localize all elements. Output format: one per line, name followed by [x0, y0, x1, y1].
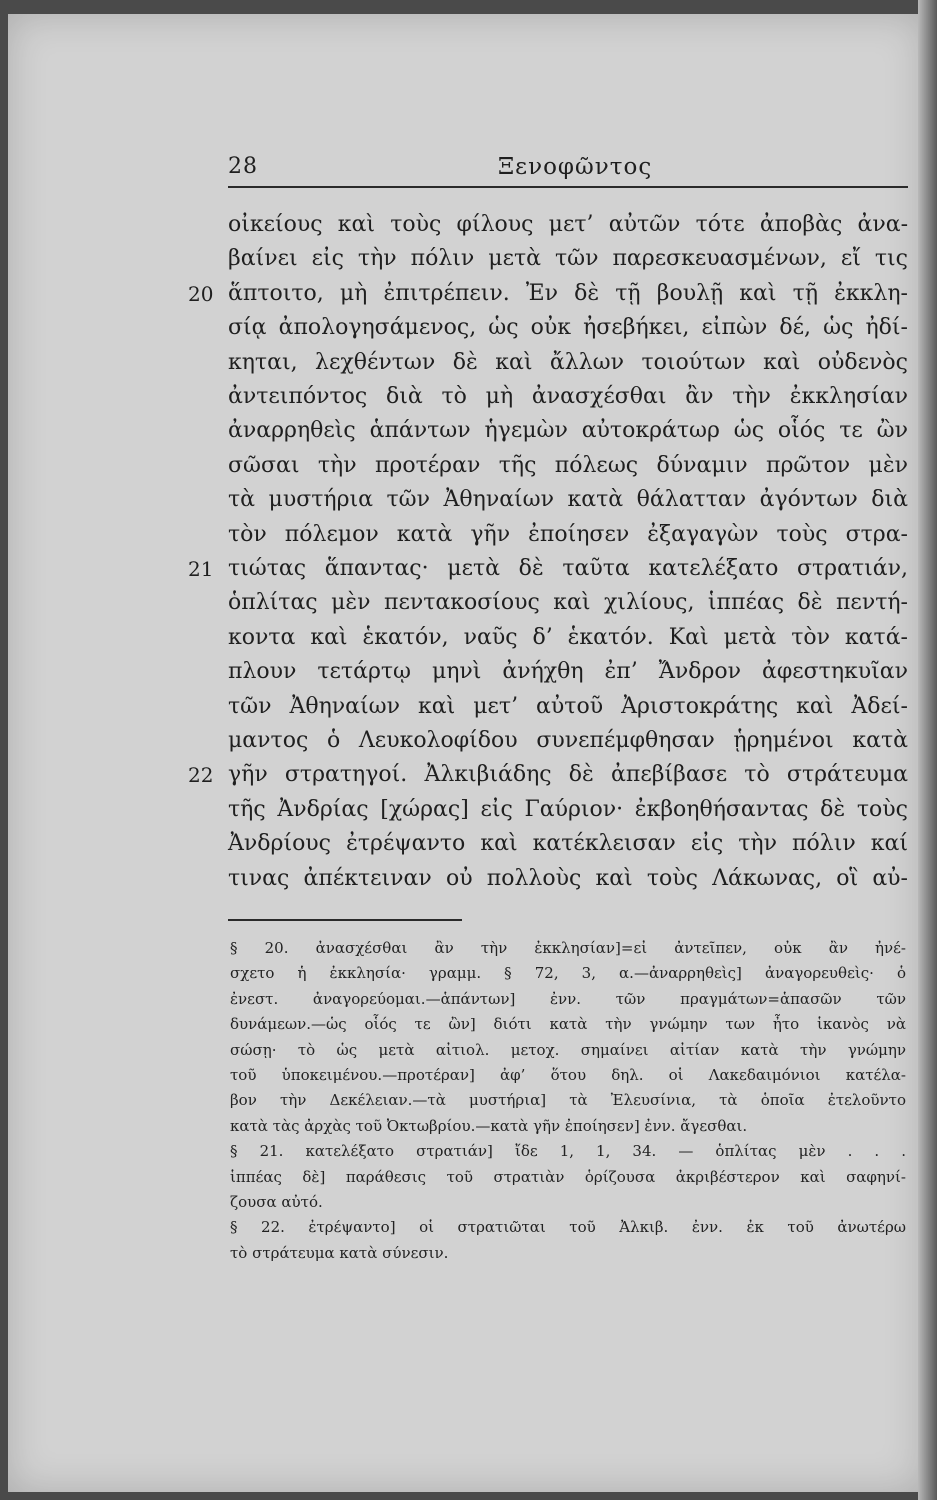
text-line: τῆς Ἀνδρίας [χώρας] εἰς Γαύριον· ἐκβοηθήσαντας δὲ τοὺς: [228, 796, 908, 822]
footnote-rule: [228, 919, 462, 921]
text-line: ἅπτοιτο, μὴ ἐπιτρέπειν. Ἐν δὲ τῇ βουλῇ καὶ τῇ ἐκκλη-: [228, 280, 908, 306]
running-title: Ξενοφῶντος: [498, 154, 653, 180]
text-line: τὰ μυστήρια τῶν Ἀθηναίων κατὰ θάλατταν ἀγόντων διὰ: [228, 487, 908, 513]
text-line: σίᾳ ἀπολογησάμενος, ὡς οὐκ ἠσεβήκει, εἰπὼν δέ, ὡς ἠδί-: [228, 315, 908, 341]
footnote-line: σώσῃ· τὸ ὡς μετὰ αἰτιολ. μετοχ. σημαίνει αἰτίαν κατὰ τὴν γνώμην: [230, 1040, 906, 1059]
footnote-line: τὸ στράτευμα κατὰ σύνεσιν.: [230, 1243, 449, 1262]
footnote-line: δυνάμεων.—ὡς οἷός τε ὢν] διότι κατὰ τὴν γνώμην των ἦτο ἱκανὸς νὰ: [230, 1015, 906, 1034]
footnote-line: σχετο ἡ ἐκκλησία· γραμμ. § 72, 3, α.—ἀναρρηθεὶς] ἀναγορευθεὶς· ὁ: [230, 964, 906, 983]
section-number: 22: [188, 763, 214, 788]
page-edge-shadow: [918, 0, 937, 1500]
text-line: μαντος ὁ Λευκολοφίδου συνεπέμφθησαν ᾑρημένοι κατὰ: [228, 728, 908, 753]
text-line: τιώτας ἅπαντας· μετὰ δὲ ταῦτα κατελέξατο στρατιάν,: [228, 556, 908, 581]
footnote-line: ζουσα αὐτό.: [230, 1193, 323, 1211]
text-line: οἰκείους καὶ τοὺς φίλους μετ’ αὐτῶν τότε ἀποβὰς ἀνα-: [228, 212, 908, 237]
text-line: ἀναρρηθεὶς ἁπάντων ἡγεμὼν αὐτοκράτωρ ὡς οἷός τε ὢν: [228, 418, 908, 444]
text-line: κηται, λεχθέντων δὲ καὶ ἄλλων τοιούτων καὶ οὐδενὸς: [228, 349, 908, 375]
page-number: 28: [228, 154, 258, 179]
text-line: ἀντειπόντος διὰ τὸ μὴ ἀνασχέσθαι ἂν τὴν ἐκκλησίαν: [228, 384, 908, 409]
section-number: 21: [188, 557, 214, 581]
text-line: σῶσαι τὴν προτέραν τῆς πόλεως δύναμιν πρῶτον μὲν: [228, 452, 908, 478]
text-line: τῶν Ἀθηναίων καὶ μετ’ αὐτοῦ Ἀριστοκράτης καὶ Ἀδεί-: [228, 693, 908, 719]
text-line: Ἀνδρίους ἐτρέψαντο καὶ κατέκλεισαν εἰς τὴν πόλιν καί: [228, 831, 908, 857]
footnote-line: βον τὴν Δεκέλειαν.—τὰ μυστήρια] τὰ Ἐλευσίνια, τὰ ὁποῖα ἐτελοῦντο: [230, 1091, 906, 1110]
section-number: 20: [188, 281, 214, 306]
footnote-line: κατὰ τὰς ἀρχὰς τοῦ Ὀκτωβρίου.—κατὰ γῆν ἐποίησεν] ἐνν. ἄγεσθαι.: [230, 1116, 748, 1135]
text-line: ὁπλίτας μὲν πεντακοσίους καὶ χιλίους, ἱππέας δὲ πεντή-: [228, 590, 908, 616]
footnote-line: § 21. κατελέξατο στρατιάν] ἴδε 1, 1, 34. — ὁπλίτας μὲν . . .: [230, 1142, 906, 1161]
page-header: [228, 152, 908, 188]
text-line: τινας ἀπέκτειναν οὐ πολλοὺς καὶ τοὺς Λάκωνας, οἳ αὐ-: [228, 865, 908, 891]
text-line: βαίνει εἰς τὴν πόλιν μετὰ τῶν παρεσκευασμένων, εἴ τις: [228, 246, 908, 272]
footnote-line: ἐνεστ. ἀναγορεύομαι.—ἁπάντων] ἐνν. τῶν πραγμάτων=ἁπασῶν τῶν: [230, 989, 906, 1008]
footnote-line: τοῦ ὑποκειμένου.—προτέραν] ἀφ’ ὅτου δηλ. οἱ Λακεδαιμόνιοι κατέλα-: [230, 1066, 906, 1084]
text-line: πλουν τετάρτῳ μηνὶ ἀνήχθη ἐπ’ Ἄνδρον ἀφεστηκυῖαν: [228, 659, 908, 685]
text-line: γῆν στρατηγοί. Ἀλκιβιάδης δὲ ἀπεβίβασε τὸ στράτευμα: [228, 762, 908, 788]
footnote-line: ἱππέας δὲ] παράθεσις τοῦ στρατιὰν ὁρίζουσα ἀκριβέστερον καὶ σαφηνί-: [230, 1167, 906, 1186]
text-line: τὸν πόλεμον κατὰ γῆν ἐποίησεν ἐξαγαγὼν τοὺς στρα-: [228, 521, 908, 547]
footnote-line: § 20. ἀνασχέσθαι ἂν τὴν ἐκκλησίαν]=εἰ ἀντεῖπεν, οὐκ ἂν ἠνέ-: [230, 939, 906, 957]
footnote-line: § 22. ἐτρέψαντο] οἱ στρατιῶται τοῦ Ἀλκιβ. ἐνν. ἐκ τοῦ ἀνωτέρω: [230, 1218, 906, 1237]
text-line: κοντα καὶ ἑκατόν, ναῦς δ’ ἑκατόν. Καὶ μετὰ τὸν κατά-: [228, 624, 908, 650]
